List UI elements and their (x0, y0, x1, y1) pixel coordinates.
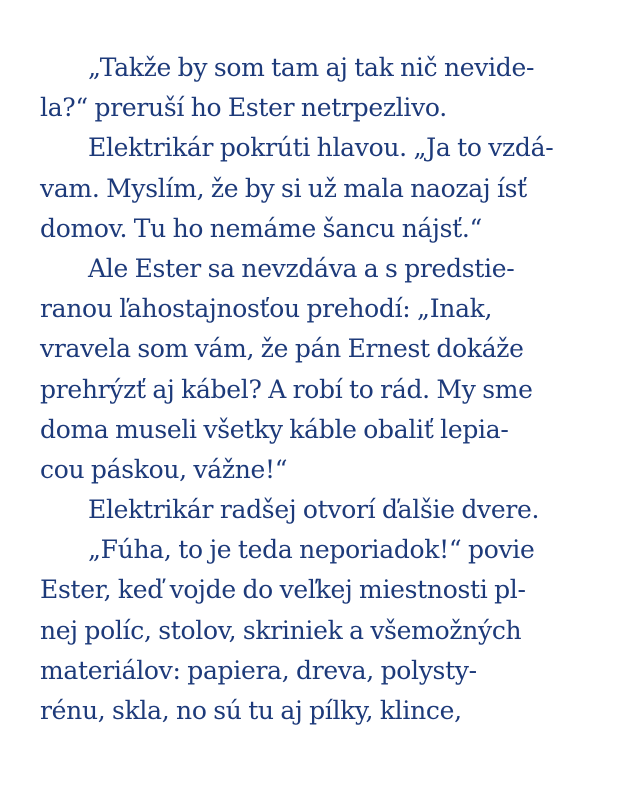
text-line: vam. Myslím, že by si už mala naozaj ísť (40, 173, 527, 203)
text-line: ranou ľahostajnosťou prehodí: „Inak, (40, 294, 493, 324)
text-line: Ester, keď vojde do veľkej miestnosti pl- (40, 575, 526, 605)
text-line: doma museli všetky káble obaliť lepia- (40, 414, 509, 444)
text-line: Elektrikár pokrúti hlavou. „Ja to vzdá- (88, 133, 554, 163)
text-line: prehrýzť aj kábel? A robí to rád. My sme (40, 374, 533, 404)
text-line: Ale Ester sa nevzdáva a s predstie- (88, 253, 515, 283)
text-line: „Takže by som tam aj tak nič nevide- (88, 53, 535, 82)
text-line: domov. Tu ho nemáme šancu nájsť.“ (40, 213, 482, 243)
page-text (40, 48, 600, 731)
text-line: Elektrikár radšej otvorí ďalšie dvere. (88, 495, 540, 525)
text-line: cou páskou, vážne!“ (40, 454, 288, 484)
text-line: la?“ preruší ho Ester netrpezlivo. (40, 93, 447, 123)
text-line: rénu, skla, no sú tu aj pílky, klince, (40, 696, 462, 725)
text-line: nej políc, stolov, skriniek a všemožných (40, 615, 522, 645)
text-line: materiálov: papiera, dreva, polysty- (40, 655, 477, 685)
text-line: vravela som vám, že pán Ernest dokáže (40, 334, 524, 364)
text-line: „Fúha, to je teda neporiadok!“ povie (88, 535, 535, 565)
